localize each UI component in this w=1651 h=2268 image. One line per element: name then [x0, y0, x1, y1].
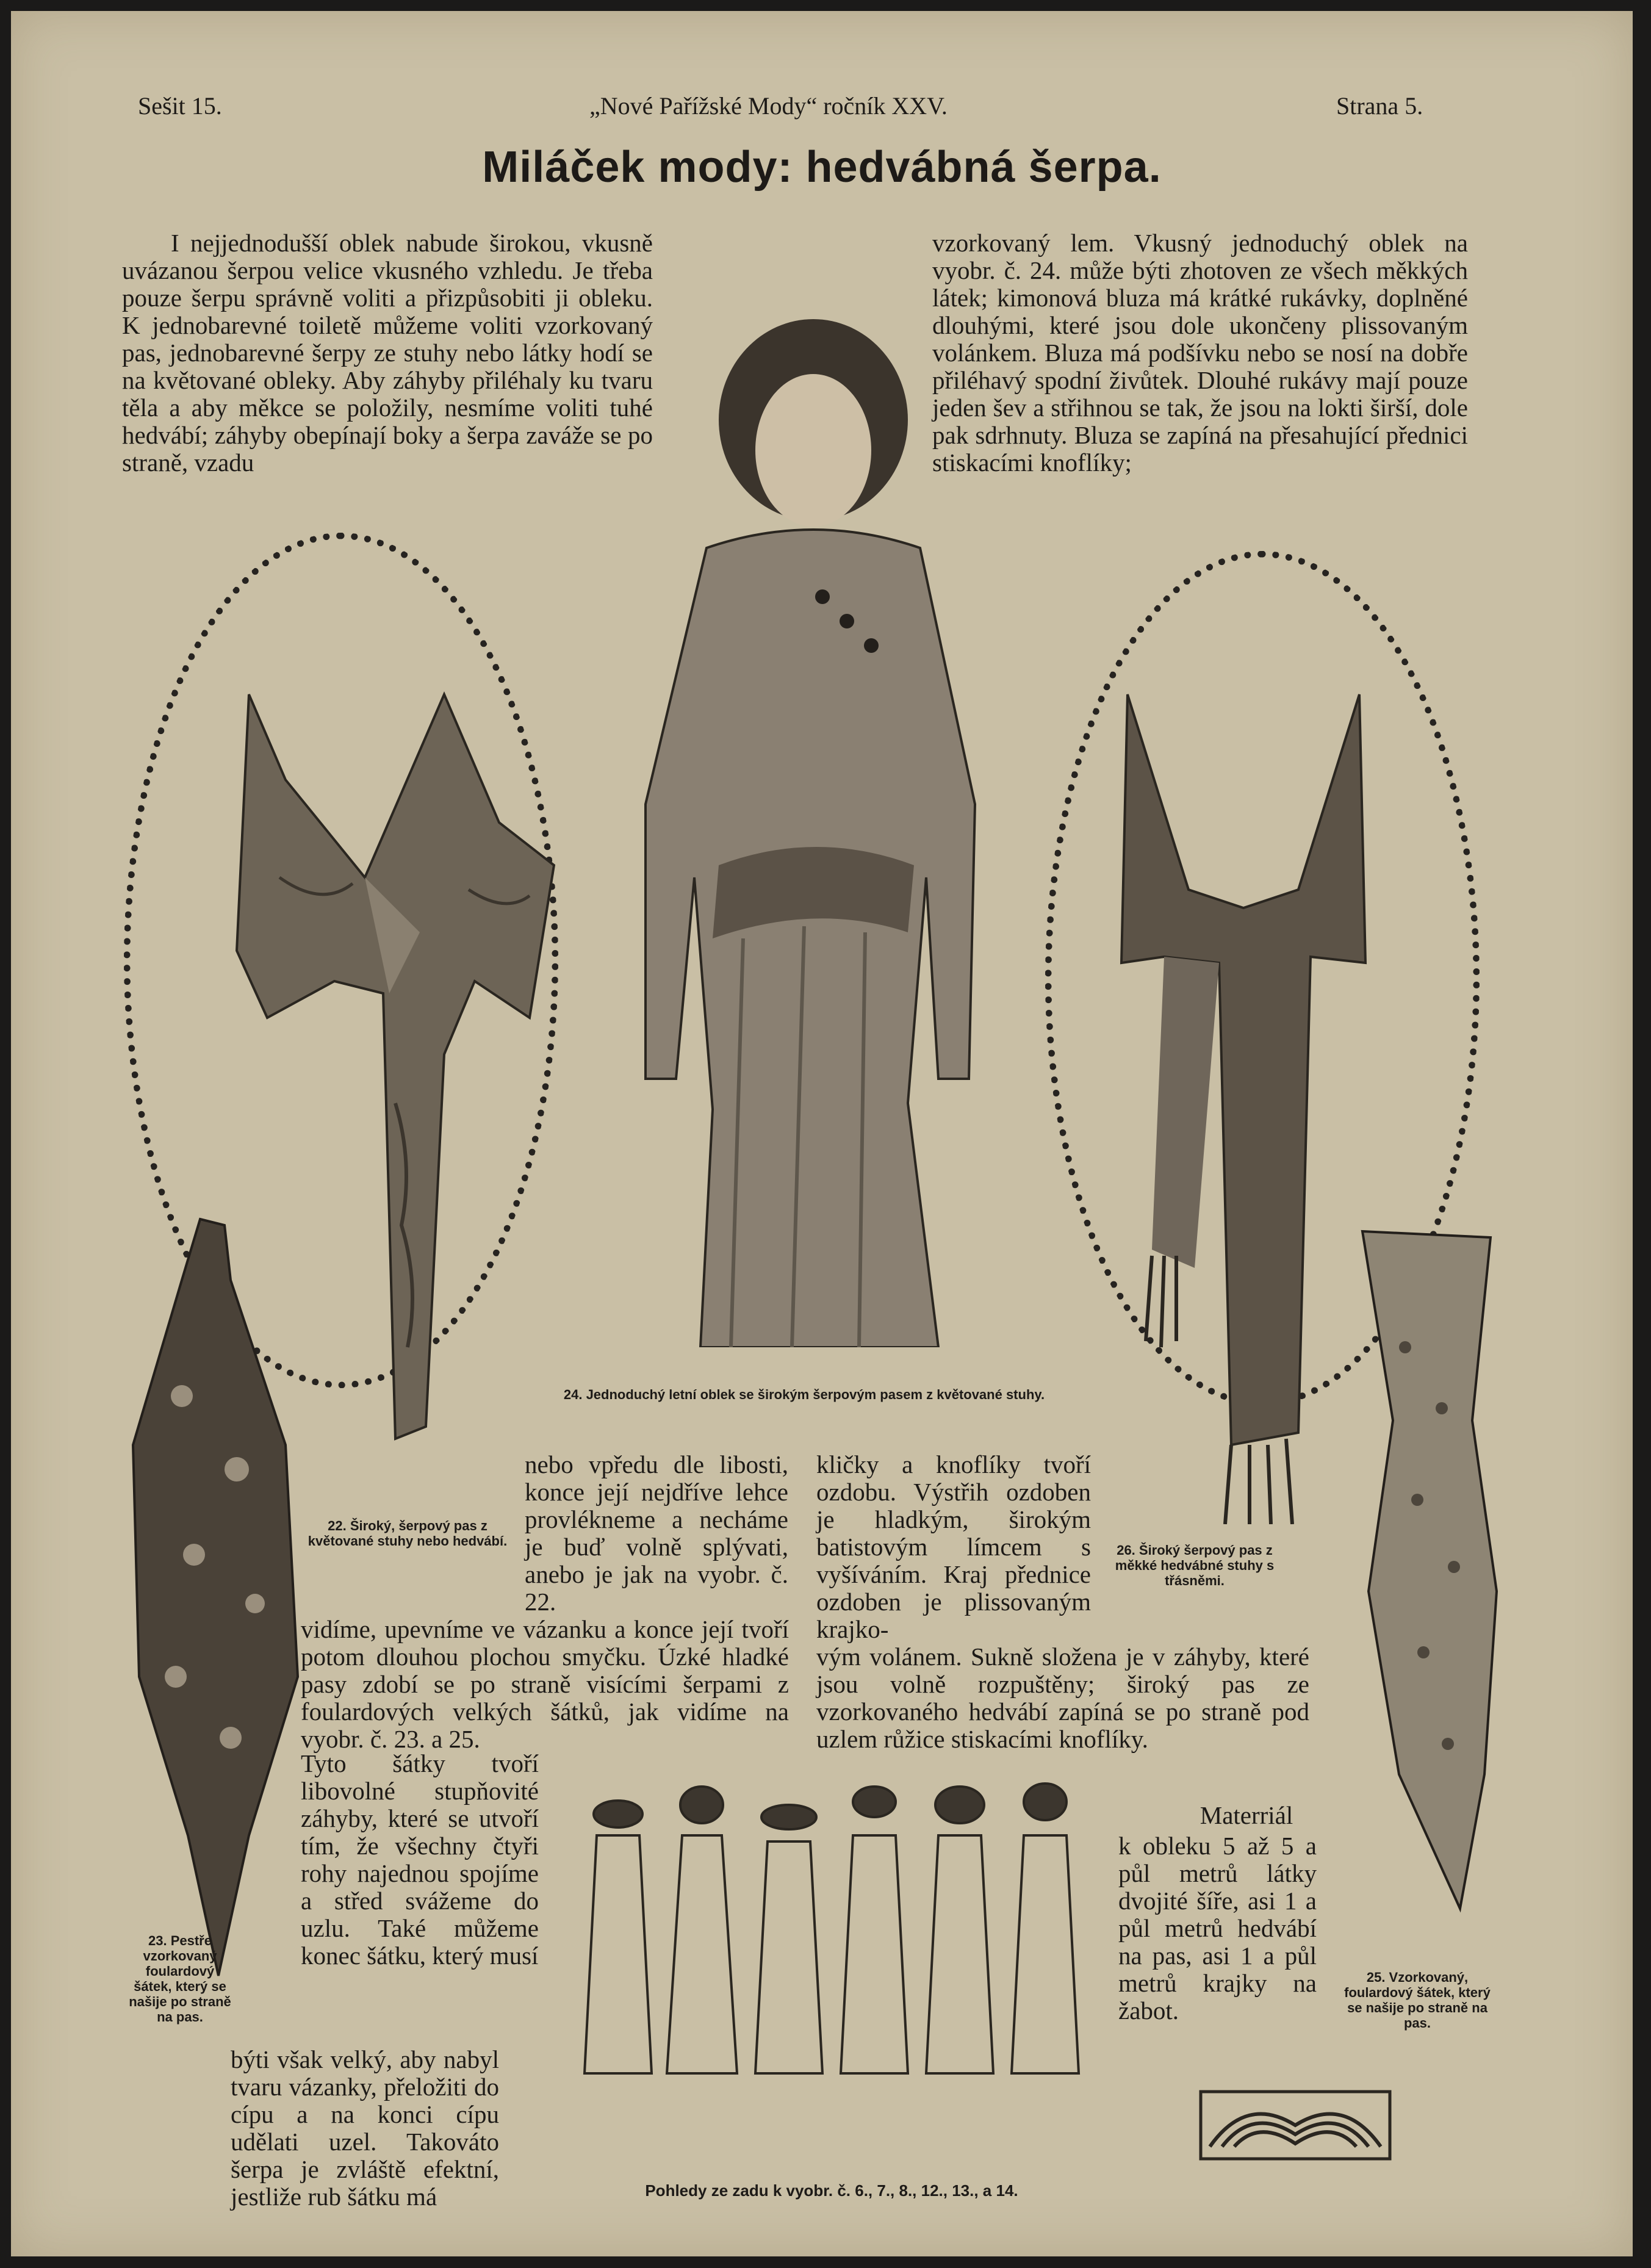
wide-left-text: vidíme, upevníme ve vázanku a konce její tvoří potom dlouhou plochou smyčku. Úzké hladké pasy zdobí se po straně visícími šerpami z foulardových velkých šátků, jak vidíme na vyobr. č. 23. a 25.: [301, 1615, 789, 1753]
caption-23: 23. Pestře vzorkovaný foulardový šátek, který se našije po straně na pas.: [129, 1933, 231, 2025]
magazine-title: „Nové Pařížské Mody“ ročník XXV.: [589, 92, 948, 120]
bottom-left-text: býti však velký, aby nabyl tvaru vázanky, přeložiti do cípu a na konci cípu udělati uzel. Takováto šerpa je zvláště efektní, jestliže rub šátku má: [231, 2045, 499, 2211]
decorative-ornament-icon: [1198, 2089, 1393, 2162]
figure-25-scarf: [1350, 1225, 1509, 1915]
magazine-page: [11, 11, 1633, 2256]
figure-26-sash: [1103, 670, 1384, 1524]
caption-back-views: Pohledy ze zadu k vyobr. č. 6., 7., 8., 12., 13., a 14.: [645, 2181, 1018, 2200]
material-text: k obleku 5 až 5 a půl metrů látky dvojité šíře, asi 1 a půl metrů hedvábí na pas, asi 1 a půl metrů krajky na žabot.: [1118, 1832, 1317, 2025]
back-views-illustration: [560, 1780, 1097, 2079]
article-title: Miláček mody: hedvábná šerpa.: [482, 143, 1162, 192]
material-heading: Materriál: [1200, 1801, 1293, 1829]
mid-right-text: kličky a knoflíky tvoří ozdobu. Výstřih ozdoben je hladkým, širokým batistovým límcem s vyšíváním. Kraj přednice ozdoben je plissovaným krajko-: [816, 1450, 1091, 1643]
page-number: Strana 5.: [1336, 92, 1423, 120]
figure-24-woman: [621, 267, 999, 1347]
mid-left-text: nebo vpředu dle libosti, konce její nejdříve lehce provlékneme a necháme je buď volně splývati, anebo je jak na vyobr. č. 22.: [525, 1450, 788, 1616]
wide-right-text: vým volánem. Sukně složena je v záhyby, které jsou volně rozpuštěny; široký pas ze vzorkovaného hedvábí zapíná se po straně pod uzlem růžice stiskacími knoflíky.: [816, 1643, 1309, 1753]
caption-22: 22. Široký, šerpový pas z květované stuhy nebo hedvábí.: [308, 1518, 508, 1549]
caption-24: 24. Jednoduchý letní oblek se širokým šerpovým pasem z květované stuhy.: [563, 1387, 1045, 1402]
caption-25: 25. Vzorkovaný, foulardový šátek, který se našije po straně na pas.: [1344, 1970, 1491, 2031]
issue-number: Sešit 15.: [138, 92, 222, 120]
figure-23-scarf: [127, 1213, 304, 1982]
caption-26: 26. Široký šerpový pas z měkké hedvábné stuhy s třásněmi.: [1115, 1543, 1275, 1588]
intro-paragraph: I nejjednodušší oblek nabude širokou, vkusně uvázanou šerpou velice vkusného vzhledu. Je třeba pouze šerpu správně voliti a přizpůsobiti ji obleku. K jednobarevné toiletě můžeme voliti vzorkovaný pas, jednobarevné šerpy ze stuhy nebo látky hodí se na květované obleky. Aby záhyby přiléhaly ku tvaru těla a aby měkce se položily, nesmíme voliti tuhé hedvábí; záhyby obepínají boky a šerpa zaváže se po straně, vzadu: [122, 229, 653, 477]
right-top-paragraph: vzorkovaný lem. Vkusný jednoduchý oblek na vyobr. č. 24. může býti zhotoven ze všech měkkých látek; kimonová bluza má krátké rukávky, doplněné dlouhými, které jsou dole ukončeny plissovaným volánkem. Bluza má podšívku nebo se nosí na dobře přiléhavý spodní živůtek. Dlouhé rukávy mají pouze jeden šev a střihnou se tak, že jsou na lokti širší, dole pak sdrhnuty. Bluza se zapíná na přesahující přednici stiskacími knoflíky;: [932, 229, 1468, 477]
narrow-left-text: Tyto šátky tvoří libovolné stupňovité záhyby, které se utvoří tím, že všechny čtyři rohy najednou spojíme a střed svážeme do uzlu. Také můžeme konec šátku, který musí: [301, 1749, 539, 1970]
